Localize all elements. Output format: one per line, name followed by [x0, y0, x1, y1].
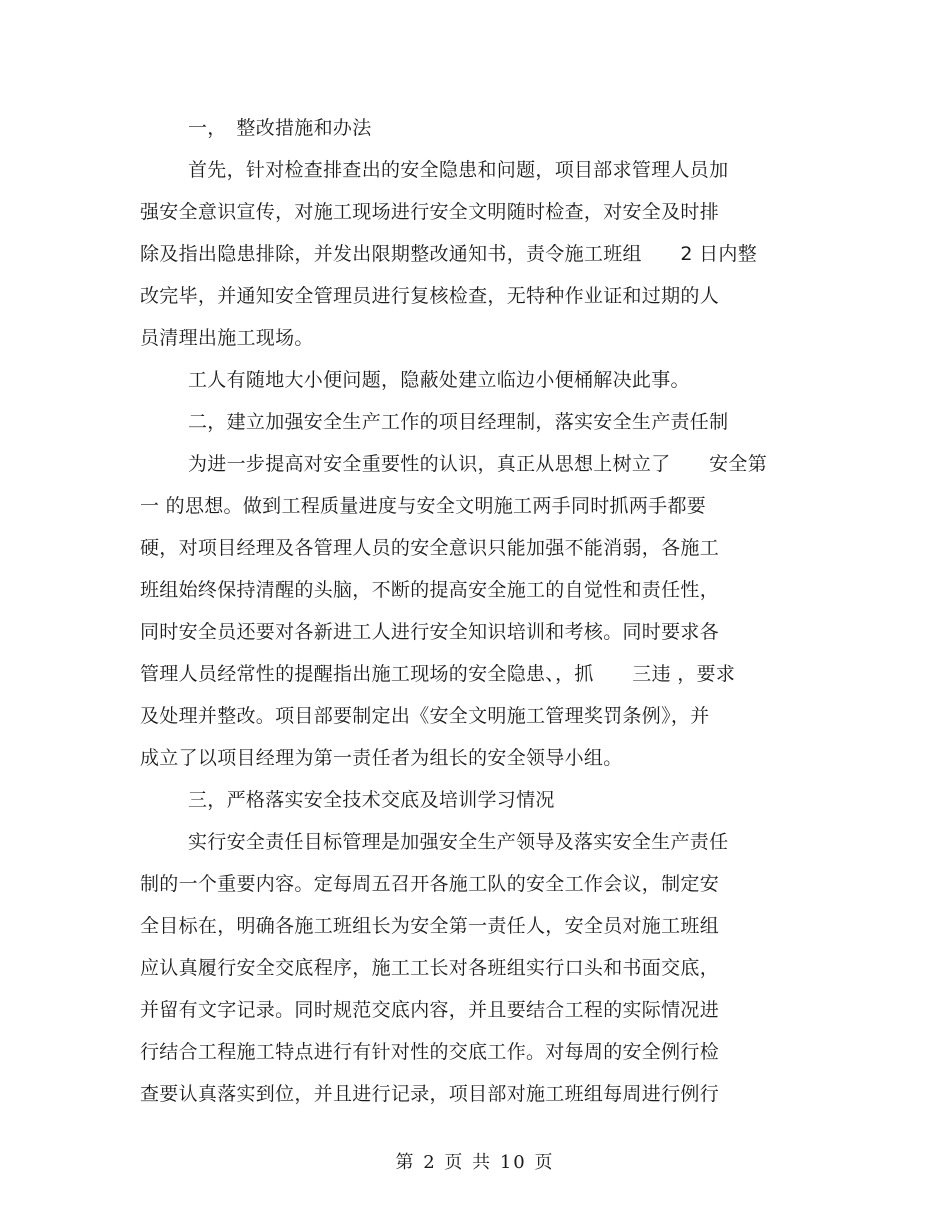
paragraph-line: 班组始终保持清醒的头脑，不断的提高安全施工的自觉性和责任性， — [140, 579, 720, 601]
page-number-footer: 第 2 页 共 10 页 — [395, 1152, 555, 1173]
paragraph-line: 改完毕，并通知安全管理员进行复核检查，无特种作业证和过期的人 — [140, 285, 720, 307]
paragraph-line: 强安全意识宣传，对施工现场进行安全文明随时检查，对安全及时排 — [140, 201, 720, 223]
paragraph-line: 实行安全责任目标管理是加强安全生产领导及落实安全生产责任 — [188, 831, 729, 853]
paragraph-line: 员清理出施工现场。 — [140, 327, 314, 349]
paragraph-line: 首先，针对检查排查出的安全隐患和问题，项目部求管理人员加 — [188, 159, 729, 181]
section-heading-3: 三，严格落实安全技术交底及培训学习情况 — [188, 789, 555, 811]
paragraph-line: 及处理并整改。项目部要制定出《安全文明施工管理奖罚条例》，并 — [140, 705, 710, 727]
paragraph-line: 并留有文字记录。同时规范交底内容，并且要结合工程的实际情况进 — [140, 999, 720, 1021]
paragraph-line: 查要认真落实到位，并且进行记录，项目部对施工班组每周进行例行 — [140, 1083, 720, 1105]
paragraph-line: 成立了以项目经理为第一责任者为组长的安全领导小组。 — [140, 747, 623, 769]
paragraph-line: 行结合工程施工特点进行有针对性的交底工作。对每周的安全例行检 — [140, 1041, 720, 1063]
paragraph-line: 除及指出隐患排除，并发出限期整改通知书，责令施工班组 2 日内整 — [140, 243, 758, 265]
section-heading-1: 一， 整改措施和办法 — [188, 117, 372, 139]
paragraph-line: 一 的思想。做到工程质量进度与安全文明施工两手同时抓两手都要 — [140, 495, 707, 517]
paragraph-line: 全目标在，明确各施工班组长为安全第一责任人，安全员对施工班组 — [140, 915, 720, 937]
paragraph-line: 为进一步提高对安全重要性的认识，真正从思想上树立了 安全第 — [188, 453, 768, 475]
paragraph-line: 硬，对项目经理及各管理人员的安全意识只能加强不能消弱，各施工 — [140, 537, 720, 559]
paragraph-line: 制的一个重要内容。定每周五召开各施工队的安全工作会议，制定安 — [140, 873, 720, 895]
paragraph-line: 应认真履行安全交底程序，施工工长对各班组实行口头和书面交底， — [140, 957, 720, 979]
paragraph-line: 同时安全员还要对各新进工人进行安全知识培训和考核。同时要求各 — [140, 621, 720, 643]
paragraph-line: 管理人员经常性的提醒指出施工现场的安全隐患、，抓 三违 ，要求 — [140, 663, 736, 685]
paragraph-line: 工人有随地大小便问题，隐蔽处建立临边小便桶解决此事。 — [188, 369, 690, 391]
section-heading-2: 二，建立加强安全生产工作的项目经理制，落实安全生产责任制 — [188, 411, 729, 433]
